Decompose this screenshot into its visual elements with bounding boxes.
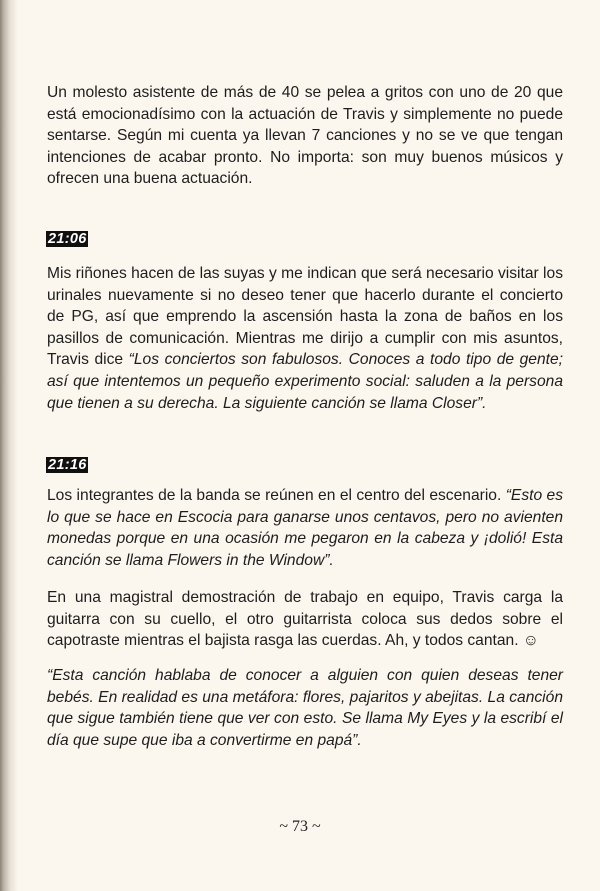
paragraph-text: En una magistral demostración de trabajo en equipo, Travis carga la guitarra con su cuello, el otro guitarrista coloca sus dedos sobre el capotraste mientras el bajista rasga las cuerdas. Ah, y todos cantan. ☺ (47, 589, 563, 650)
travis-quote-my-eyes: “Esta canción hablaba de conocer a alguien con quien deseas tener bebés. En realidad es una metáfora: flores, pajaritos y abejitas. La canción que sigue también tiene que ver con esto. Se llama My Eyes y la escribí el día que supe que iba a convertirme en papá”. (47, 667, 563, 749)
paragraph-band-center (47, 485, 563, 571)
paragraph-teamwork (47, 587, 563, 652)
page-number: ~ 73 ~ (279, 818, 321, 835)
travis-quote-closer: “Los conciertos son fabulosos. Conoces a todo tipo de gente; así que intentemos un pequeño experimento social: saluden a la persona que tienen a su derecha. La siguiente canción se llama Closer”. (47, 351, 563, 412)
paragraph-text: Los integrantes de la banda se reúnen en el centro del escenario. (47, 487, 502, 504)
paragraph-heckler (47, 82, 563, 190)
travis-quote-flowers: “Esto es lo que se hace en Escocia para ganarse unos centavos, pero no avienten monedas porque en una ocasión me pegaron en la cabeza y ¡dolió! Esta canción se llama Flowers in the Window”. (47, 487, 563, 569)
paragraph-text: Un molesto asistente de más de 40 se pelea a gritos con uno de 20 que está emocionadísimo con la actuación de Travis y simplemente no puede sentarse. Según mi cuenta ya llevan 7 canciones y no se ve que tengan intenciones de acabar pronto. No importa: son muy buenos músicos y ofrecen una buena actuación. (47, 84, 563, 188)
timestamp-badge-2106: 21:06 (48, 231, 87, 247)
paragraph-restroom (47, 263, 563, 414)
page-binding-shadow (0, 0, 18, 891)
timestamp-badge-2116: 21:16 (48, 457, 87, 473)
paragraph-text: Mis riñones hacen de las suyas y me indican que será necesario visitar los urinales nuevamente si no deseo tener que hacerlo durante el concierto de PG, así que emprendo la ascensión hasta la zona de baños en los pasillos de comunicación. Mientras me dirijo a cumplir con mis asuntos, Travis dice (47, 265, 563, 369)
paragraph-my-eyes-quote (47, 665, 563, 751)
